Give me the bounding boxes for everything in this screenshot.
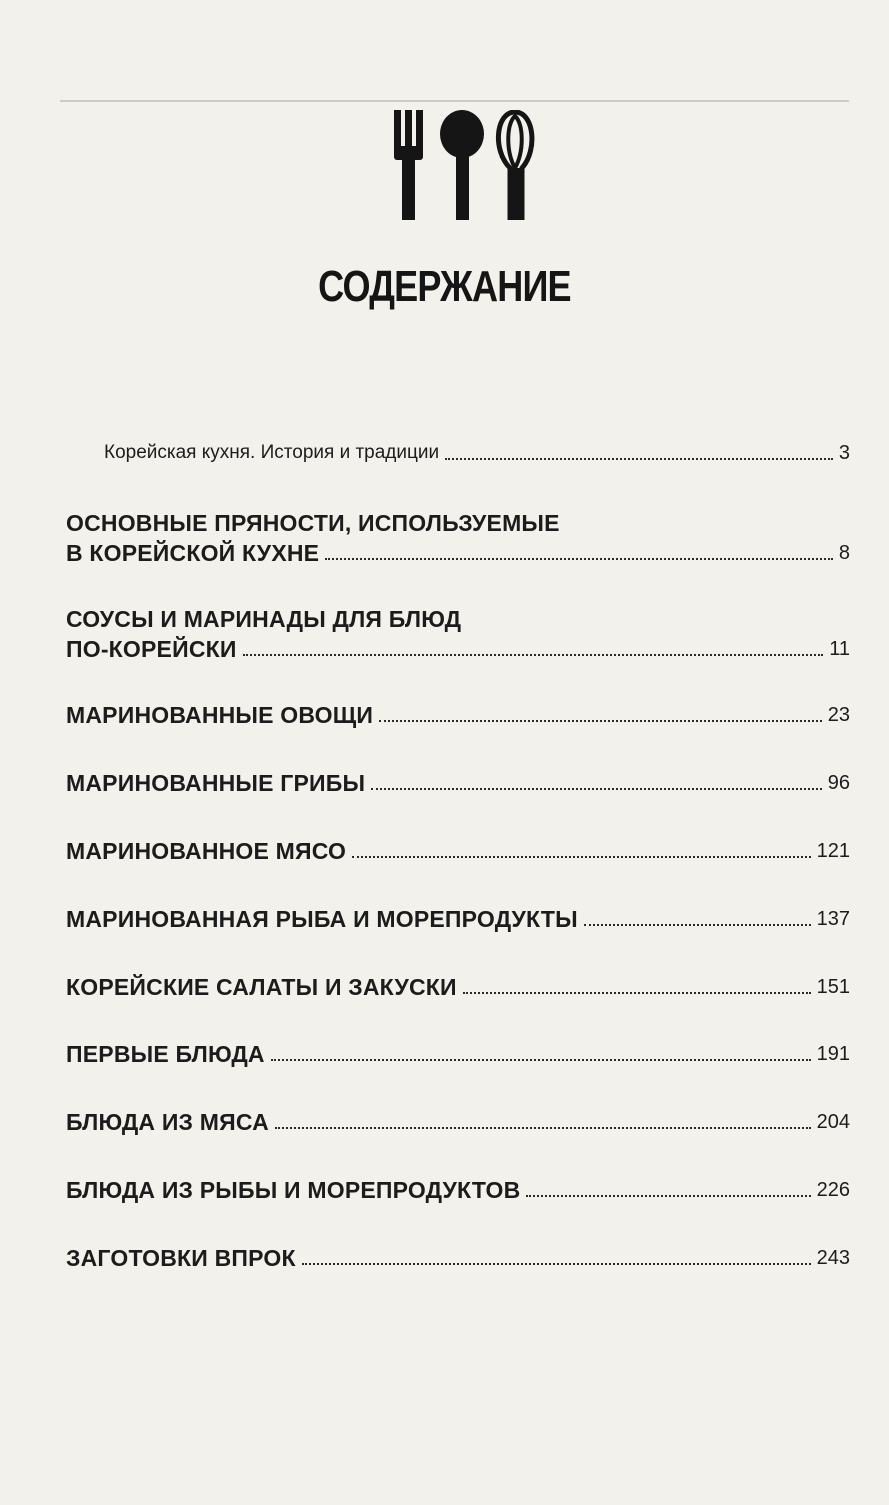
toc-dot-leader (379, 720, 822, 722)
toc-entry-title: МАРИНОВАННОЕ МЯСО (66, 838, 347, 864)
toc-dot-leader (352, 856, 811, 858)
toc-page-number: 8 (838, 542, 850, 564)
toc-dot-leader (325, 558, 833, 560)
toc-entry-title: МАРИНОВАННАЯ РЫБА И МОРЕПРОДУКТЫ (66, 906, 578, 932)
toc-dot-leader (463, 992, 811, 994)
toc-dot-leader (445, 458, 833, 460)
toc-entry-title: ОСНОВНЫЕ ПРЯНОСТИ, ИСПОЛЬЗУЕМЫЕ (66, 510, 560, 536)
toc-page-number: 226 (816, 1179, 850, 1201)
toc-page-number: 96 (827, 772, 850, 794)
toc-entry-title: МАРИНОВАННЫЕ ГРИБЫ (66, 770, 366, 796)
toc-entry-title: БЛЮДА ИЗ МЯСА (66, 1109, 269, 1135)
toc-dot-leader (302, 1263, 811, 1265)
toc-entry-title: Корейская кухня. История и традиции (104, 442, 440, 463)
toc-page-number: 151 (816, 976, 850, 998)
toc-entry-title: СОУСЫ И МАРИНАДЫ ДЛЯ БЛЮД (66, 606, 462, 632)
toc-dot-leader (271, 1059, 811, 1061)
toc-dot-leader (584, 924, 811, 926)
toc-page-number: 3 (838, 442, 850, 464)
toc-entry-title: МАРИНОВАННЫЕ ОВОЩИ (66, 702, 374, 728)
toc-entry-title: ПО-КОРЕЙСКИ (66, 636, 237, 662)
toc-dot-leader (526, 1195, 810, 1197)
toc-page-number: 191 (816, 1043, 850, 1065)
toc-dot-leader (275, 1127, 811, 1129)
toc-page-number: 11 (829, 638, 850, 660)
toc-entry-title: ПЕРВЫЕ БЛЮДА (66, 1041, 265, 1067)
toc-entry-title: ЗАГОТОВКИ ВПРОК (66, 1245, 296, 1271)
toc-page-number: 121 (816, 840, 850, 862)
toc-entry-title: КОРЕЙСКИЕ САЛАТЫ И ЗАКУСКИ (66, 974, 457, 1000)
toc-entry-title: БЛЮДА ИЗ РЫБЫ И МОРЕПРОДУКТОВ (66, 1177, 521, 1203)
page-title: СОДЕРЖАНИЕ (318, 262, 571, 311)
toc-dot-leader (371, 788, 822, 790)
toc-page-number: 137 (816, 908, 850, 930)
toc-page-number: 23 (827, 704, 850, 726)
toc-dot-leader (243, 654, 824, 656)
toc-entry-title: В КОРЕЙСКОЙ КУХНЕ (66, 540, 320, 566)
toc-page-number: 243 (816, 1247, 850, 1269)
toc-page-number: 204 (816, 1111, 850, 1133)
